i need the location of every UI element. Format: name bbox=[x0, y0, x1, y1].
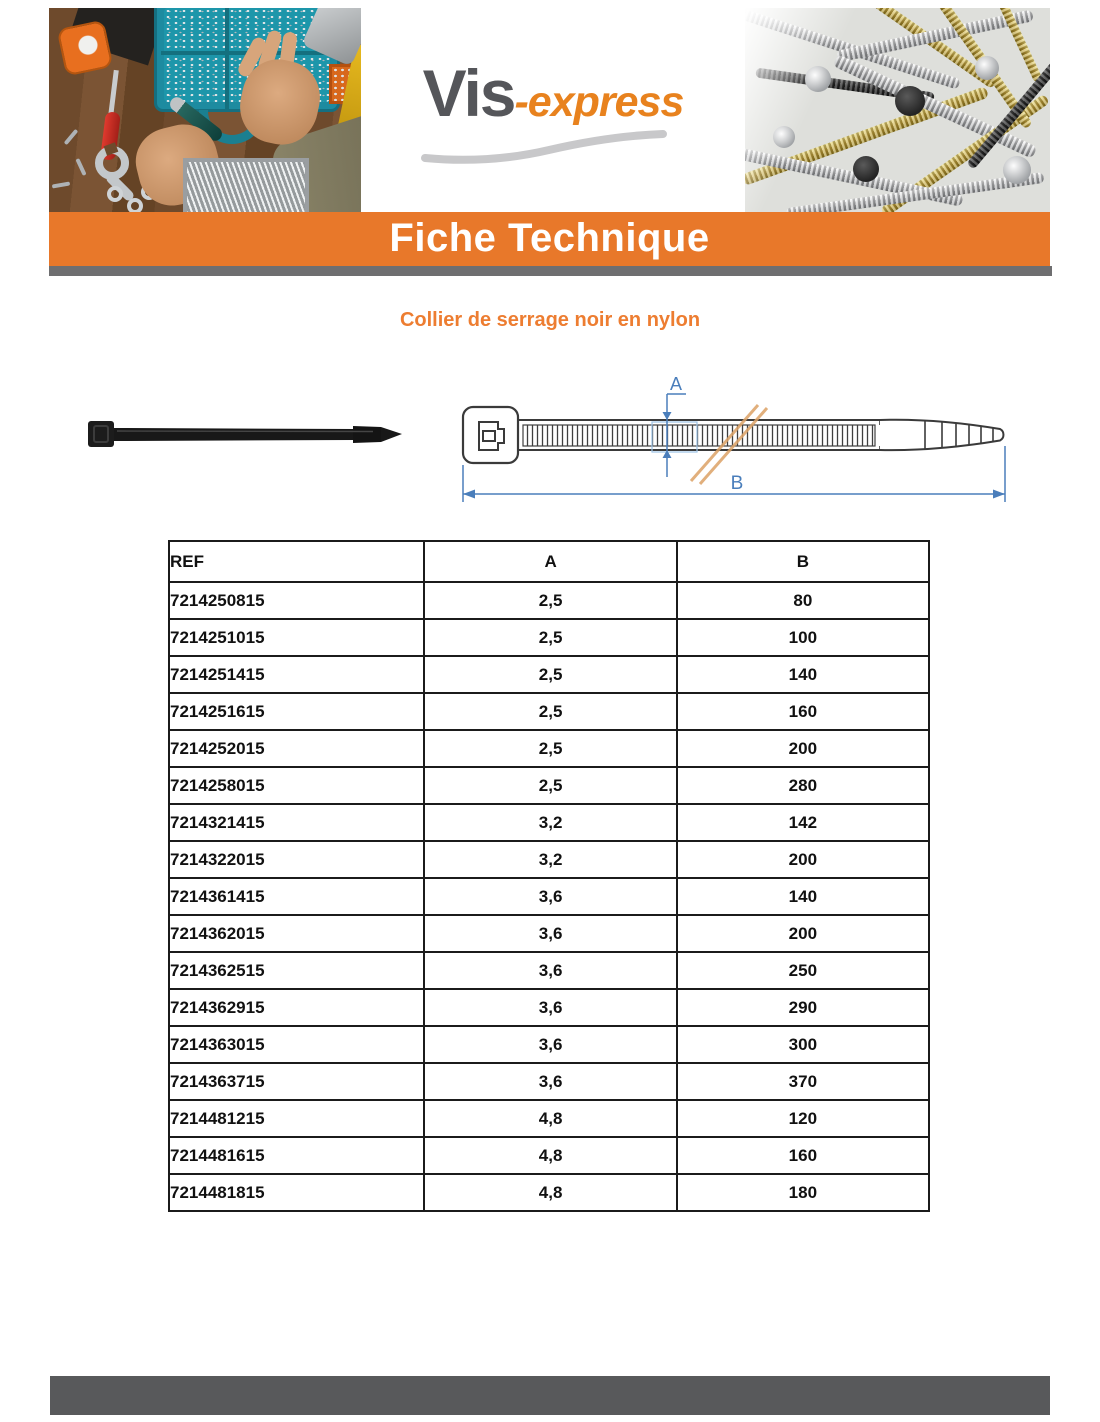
ref-cell: 7214481615 bbox=[169, 1137, 424, 1174]
b-value-cell: 100 bbox=[677, 619, 929, 656]
a-value-cell: 4,8 bbox=[424, 1174, 676, 1211]
b-value-cell: 280 bbox=[677, 767, 929, 804]
b-value-cell: 180 bbox=[677, 1174, 929, 1211]
a-value-cell: 4,8 bbox=[424, 1137, 676, 1174]
spec-table-header bbox=[169, 541, 929, 582]
b-value-cell: 160 bbox=[677, 693, 929, 730]
a-column-header: A bbox=[424, 541, 676, 582]
a-value-cell: 2,5 bbox=[424, 730, 676, 767]
table-row bbox=[169, 767, 929, 804]
a-value-cell: 3,6 bbox=[424, 878, 676, 915]
b-value-cell: 250 bbox=[677, 952, 929, 989]
table-row bbox=[169, 952, 929, 989]
product-title: Collier de serrage noir en nylon bbox=[399, 309, 701, 331]
tape-measure bbox=[57, 20, 114, 77]
ref-cell: 7214361415 bbox=[169, 878, 424, 915]
b-value-cell: 300 bbox=[677, 1026, 929, 1063]
table-row bbox=[169, 804, 929, 841]
ref-cell: 7214363715 bbox=[169, 1063, 424, 1100]
a-value-cell: 2,5 bbox=[424, 582, 676, 619]
ref-cell: 7214322015 bbox=[169, 841, 424, 878]
table-row bbox=[169, 878, 929, 915]
b-value-cell: 200 bbox=[677, 915, 929, 952]
ref-cell: 7214362915 bbox=[169, 989, 424, 1026]
logo-text-vis: Vis bbox=[422, 56, 515, 130]
dim-b-label: B bbox=[730, 473, 744, 494]
a-value-cell: 3,2 bbox=[424, 804, 676, 841]
b-value-cell: 140 bbox=[677, 656, 929, 693]
b-value-cell: 80 bbox=[677, 582, 929, 619]
ref-cell: 7214251415 bbox=[169, 656, 424, 693]
ref-cell: 7214258015 bbox=[169, 767, 424, 804]
b-value-cell: 200 bbox=[677, 841, 929, 878]
a-value-cell: 3,6 bbox=[424, 989, 676, 1026]
ref-column-header: REF bbox=[169, 541, 424, 582]
ref-cell: 7214481815 bbox=[169, 1174, 424, 1211]
table-row bbox=[169, 841, 929, 878]
divider-bar bbox=[49, 266, 1052, 276]
table-row bbox=[169, 582, 929, 619]
ref-cell: 7214363015 bbox=[169, 1026, 424, 1063]
footer-bar bbox=[50, 1376, 1050, 1415]
case-divider bbox=[225, 8, 229, 110]
ref-cell: 7214362515 bbox=[169, 952, 424, 989]
vis-express-logo bbox=[422, 56, 684, 130]
a-value-cell: 4,8 bbox=[424, 1100, 676, 1137]
b-value-cell: 140 bbox=[677, 878, 929, 915]
a-value-cell: 2,5 bbox=[424, 767, 676, 804]
table-row bbox=[169, 1137, 929, 1174]
a-value-cell: 2,5 bbox=[424, 693, 676, 730]
ref-cell: 7214362015 bbox=[169, 915, 424, 952]
loose-screw bbox=[52, 181, 70, 188]
a-value-cell: 3,6 bbox=[424, 1063, 676, 1100]
logo-swoosh bbox=[419, 130, 669, 164]
header-row bbox=[169, 541, 929, 582]
workbench-photo bbox=[49, 8, 361, 213]
ref-cell: 7214250815 bbox=[169, 582, 424, 619]
tie-teeth bbox=[523, 425, 875, 446]
a-value-cell: 3,6 bbox=[424, 1026, 676, 1063]
table-row bbox=[169, 693, 929, 730]
screw-tray bbox=[183, 158, 309, 213]
b-value-cell: 120 bbox=[677, 1100, 929, 1137]
table-row bbox=[169, 1026, 929, 1063]
spec-table-body bbox=[169, 582, 929, 1211]
table-row bbox=[169, 1100, 929, 1137]
b-value-cell: 142 bbox=[677, 804, 929, 841]
table-row bbox=[169, 656, 929, 693]
ref-cell: 7214251015 bbox=[169, 619, 424, 656]
a-value-cell: 3,6 bbox=[424, 952, 676, 989]
loose-screw bbox=[64, 129, 79, 145]
b-value-cell: 290 bbox=[677, 989, 929, 1026]
logo-area bbox=[361, 8, 745, 213]
dim-a-label: A bbox=[669, 374, 683, 394]
ref-cell: 7214252015 bbox=[169, 730, 424, 767]
cable-tie-diagram bbox=[455, 372, 1015, 507]
spec-table bbox=[168, 540, 930, 1212]
table-row bbox=[169, 619, 929, 656]
photo-fade-overlay bbox=[745, 8, 1050, 213]
b-value-cell: 370 bbox=[677, 1063, 929, 1100]
ref-cell: 7214251615 bbox=[169, 693, 424, 730]
table-row bbox=[169, 1063, 929, 1100]
logo-text-express: -express bbox=[514, 78, 684, 126]
cable-tie-photo bbox=[85, 416, 405, 452]
washer bbox=[107, 186, 123, 202]
screws-pile-photo bbox=[745, 8, 1050, 213]
table-row bbox=[169, 989, 929, 1026]
header bbox=[49, 8, 1050, 213]
table-row bbox=[169, 915, 929, 952]
b-column-header: B bbox=[677, 541, 929, 582]
ref-cell: 7214481215 bbox=[169, 1100, 424, 1137]
tie-head bbox=[463, 407, 518, 463]
a-value-cell: 3,2 bbox=[424, 841, 676, 878]
b-value-cell: 160 bbox=[677, 1137, 929, 1174]
a-value-cell: 3,6 bbox=[424, 915, 676, 952]
ref-cell: 7214321415 bbox=[169, 804, 424, 841]
screwdriver-shaft bbox=[108, 70, 119, 116]
loose-screw bbox=[75, 158, 86, 176]
table-row bbox=[169, 730, 929, 767]
a-value-cell: 2,5 bbox=[424, 619, 676, 656]
washer bbox=[127, 198, 143, 213]
a-value-cell: 2,5 bbox=[424, 656, 676, 693]
banner-title: Fiche Technique bbox=[49, 212, 1050, 266]
b-value-cell: 200 bbox=[677, 730, 929, 767]
table-row bbox=[169, 1174, 929, 1211]
